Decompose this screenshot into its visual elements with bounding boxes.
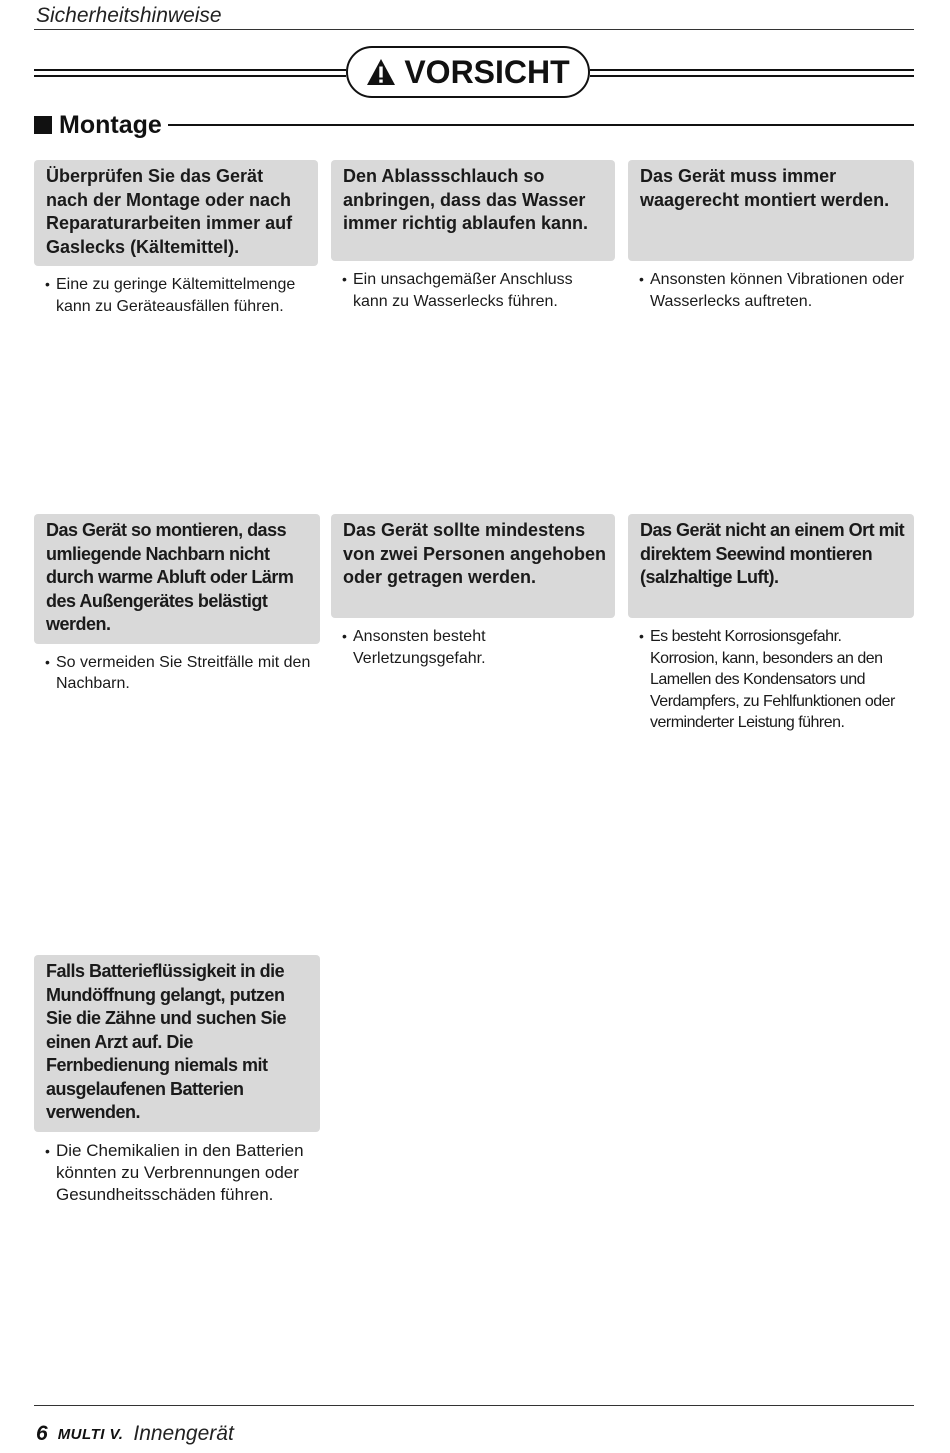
card-bullet: • Ein unsachgemäßer Anschluss kann zu Wasserlecks führen. bbox=[331, 269, 615, 312]
caution-card-neighbors bbox=[34, 514, 320, 695]
caution-banner bbox=[346, 46, 590, 98]
header-rule bbox=[34, 29, 914, 30]
caution-card-battery-fluid bbox=[34, 955, 320, 1206]
card-bullets bbox=[331, 626, 615, 669]
card-heading: Den Ablassschlauch so anbringen, dass das Wasser immer richtig ablaufen kann. bbox=[331, 160, 615, 261]
card-bullets bbox=[34, 652, 320, 695]
card-bullet: • So vermeiden Sie Streitfälle mit den Nachbarn. bbox=[34, 652, 320, 695]
card-heading: Falls Batterieflüssigkeit in die Mundöffnung gelangt, putzen Sie die Zähne und suchen Sie einen Arzt auf. Die Fernbedienung niemals mit ausgelaufenen Batterien verwenden. bbox=[34, 955, 320, 1132]
card-heading: Das Gerät so montieren, dass umliegende Nachbarn nicht durch warme Abluft oder Lärm des Außengerätes belästigt werden. bbox=[34, 514, 320, 644]
card-bullets bbox=[34, 1140, 320, 1206]
card-bullet: • Eine zu geringe Kältemittelmenge kann zu Geräteausfällen führen. bbox=[34, 274, 318, 317]
card-heading: Das Gerät sollte mindestens von zwei Personen angehoben oder getragen werden. bbox=[331, 514, 615, 618]
card-heading: Überprüfen Sie das Gerät nach der Montage oder nach Reparaturarbeiten immer auf Gaslecks (Kältemittel). bbox=[34, 160, 318, 266]
caution-label: VORSICHT bbox=[404, 53, 570, 90]
card-heading: Das Gerät muss immer waagerecht montiert werden. bbox=[628, 160, 914, 261]
caution-card-sea-wind bbox=[628, 514, 914, 734]
card-bullet: • Es besteht Korrosionsgefahr. Korrosion, kann, besonders an den Lamellen des Kondensators und Verdampfers, zu Fehlfunktionen oder verminderter Leistung führen. bbox=[628, 626, 914, 734]
page-footer bbox=[36, 1419, 234, 1449]
warning-triangle-icon bbox=[366, 58, 396, 86]
caution-card-two-persons bbox=[331, 514, 615, 669]
card-heading: Das Gerät nicht an einem Ort mit direktem Seewind montieren (salzhaltige Luft). bbox=[628, 514, 914, 618]
card-bullets bbox=[331, 269, 615, 312]
banner-rule-right bbox=[590, 69, 914, 77]
section-title: Montage bbox=[59, 110, 162, 139]
page-number: 6 bbox=[36, 1422, 48, 1445]
caution-card-level-mounting bbox=[628, 160, 914, 312]
card-bullets bbox=[628, 626, 914, 734]
section-rule bbox=[168, 124, 914, 126]
card-bullet: • Die Chemikalien in den Batterien könnten zu Verbrennungen oder Gesundheitsschäden führen. bbox=[34, 1140, 320, 1206]
caution-card-gas-leak bbox=[34, 160, 318, 317]
running-header: Sicherheitshinweise bbox=[36, 4, 222, 27]
card-bullets bbox=[628, 269, 914, 312]
card-bullets bbox=[34, 274, 318, 317]
brand-logo: MULTI V. bbox=[57, 1425, 124, 1443]
card-bullet: • Ansonsten können Vibrationen oder Wasserlecks auftreten. bbox=[628, 269, 914, 312]
card-bullet: • Ansonsten besteht Verletzungsgefahr. bbox=[331, 626, 615, 669]
section-heading bbox=[34, 110, 914, 140]
section-square-icon bbox=[34, 116, 52, 134]
footer-text: Innengerät bbox=[133, 1422, 234, 1445]
footer-rule bbox=[34, 1405, 914, 1406]
caution-card-drain-hose bbox=[331, 160, 615, 312]
banner-rule-left bbox=[34, 69, 346, 77]
